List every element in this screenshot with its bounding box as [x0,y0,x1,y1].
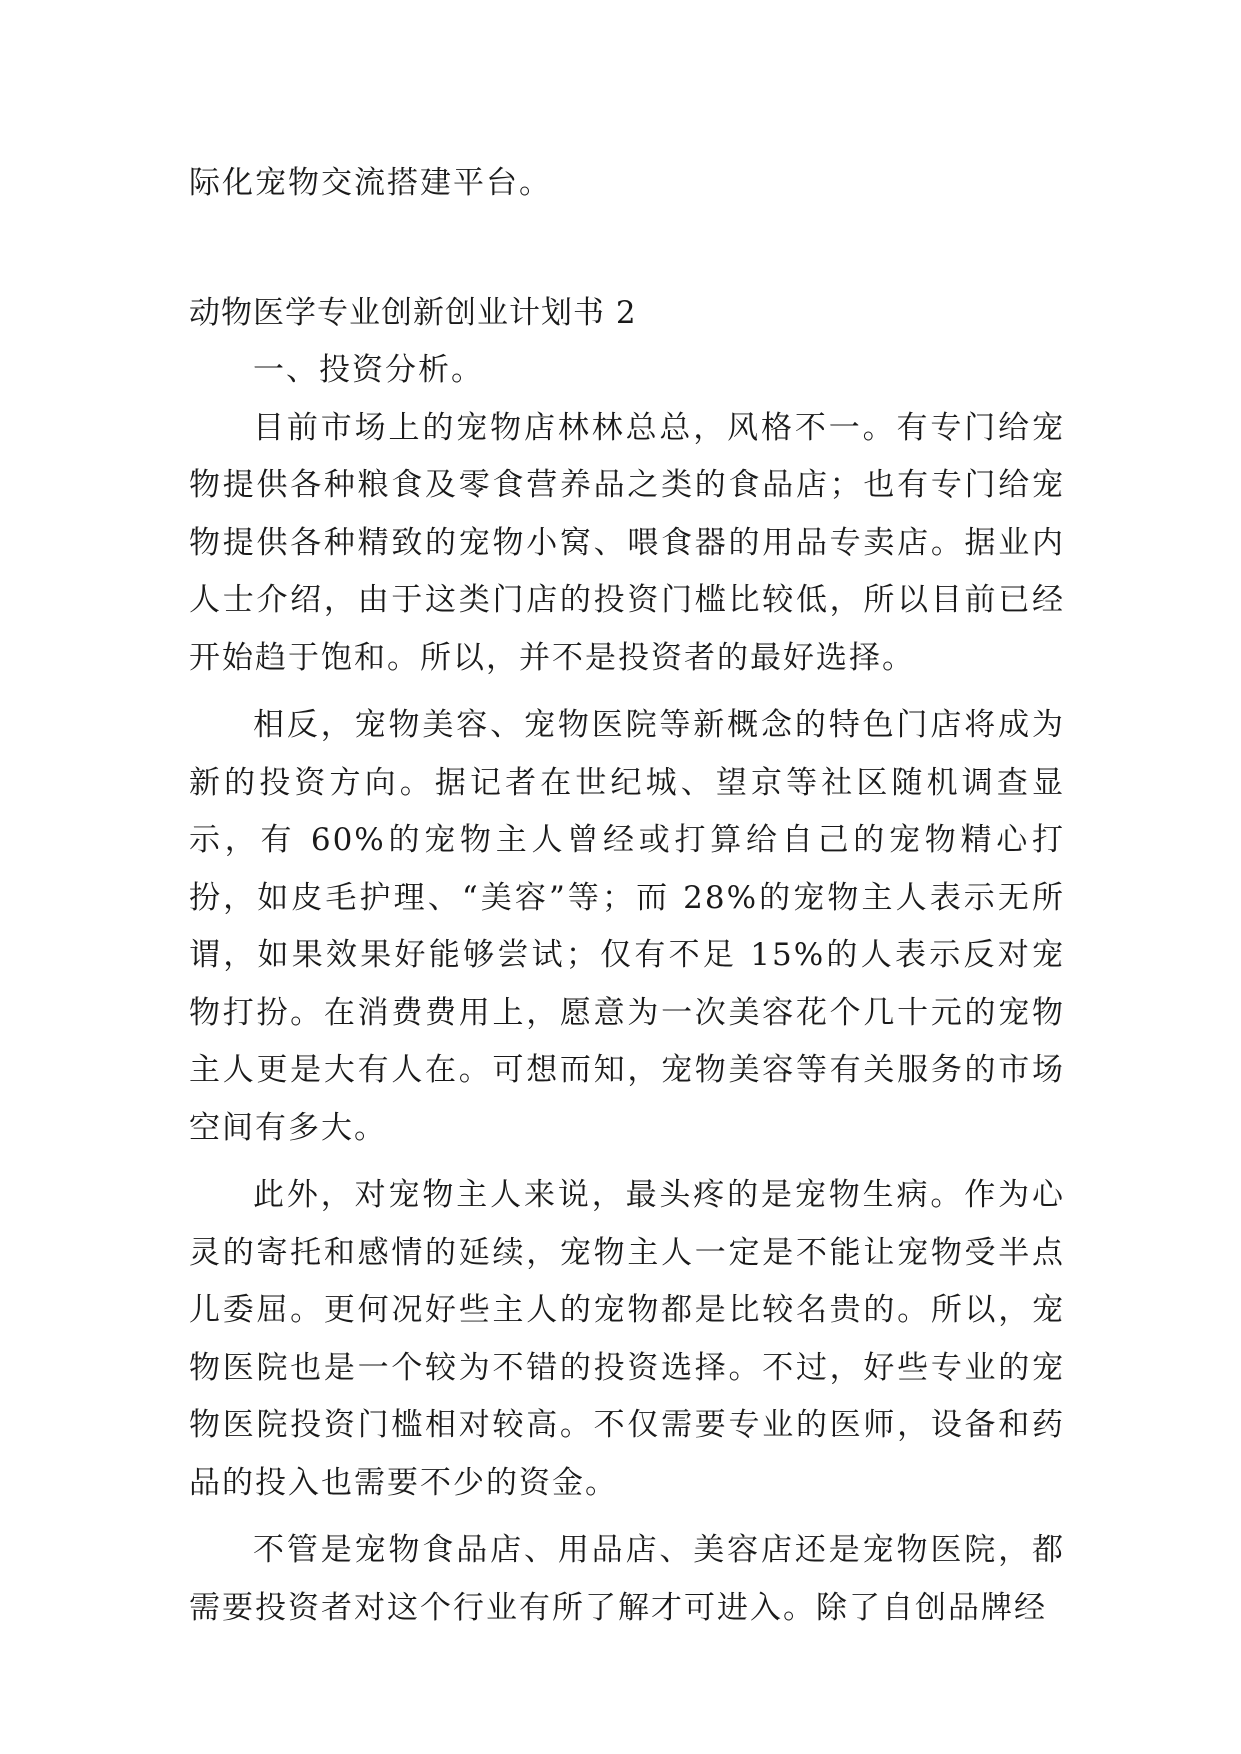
paragraph-4: 不管是宠物食品店、用品店、美容店还是宠物医院，都需要投资者对这个行业有所了解才可进入。除了自创品牌经 [189,1532,1065,1626]
document-body [189,342,1065,1637]
document-heading: 动物医学专业创新创业计划书 2 [189,295,637,331]
section-title: 一、投资分析。 [253,352,484,388]
paragraph-2: 相反，宠物美容、宠物医院等新概念的特色门店将成为新的投资方向。据记者在世纪城、望京等社区随机调查显示，有 60%的宠物主人曾经或打算给自己的宠物精心打扮，如皮毛护理、“美容”等；而 28%的宠物主人表示无所谓，如果效果好能够尝试；仅有不足 15%的人表示反对宠物打扮。在消费费用上，愿意为一次美容花个几十元的宠物主人更是大有人在。可想而知，宠物美容等有关服务的市场空间有多大。 [189,707,1065,1146]
paragraph-1: 目前市场上的宠物店林林总总，风格不一。有专门给宠物提供各种粮食及零食营养品之类的食品店；也有专门给宠物提供各种精致的宠物小窝、喂食器的用品专卖店。据业内人士介绍，由于这类门店的投资门槛比较低，所以目前已经开始趋于饱和。所以，并不是投资者的最好选择。 [189,409,1065,676]
continued-text: 际化宠物交流搭建平台。 [189,165,552,201]
paragraph-3: 此外，对宠物主人来说，最头疼的是宠物生病。作为心灵的寄托和感情的延续，宠物主人一定是不能让宠物受半点儿委屈。更何况好些主人的宠物都是比较名贵的。所以，宠物医院也是一个较为不错的投资选择。不过，好些专业的宠物医院投资门槛相对较高。不仅需要专业的医师，设备和药品的投入也需要不少的资金。 [189,1177,1065,1501]
